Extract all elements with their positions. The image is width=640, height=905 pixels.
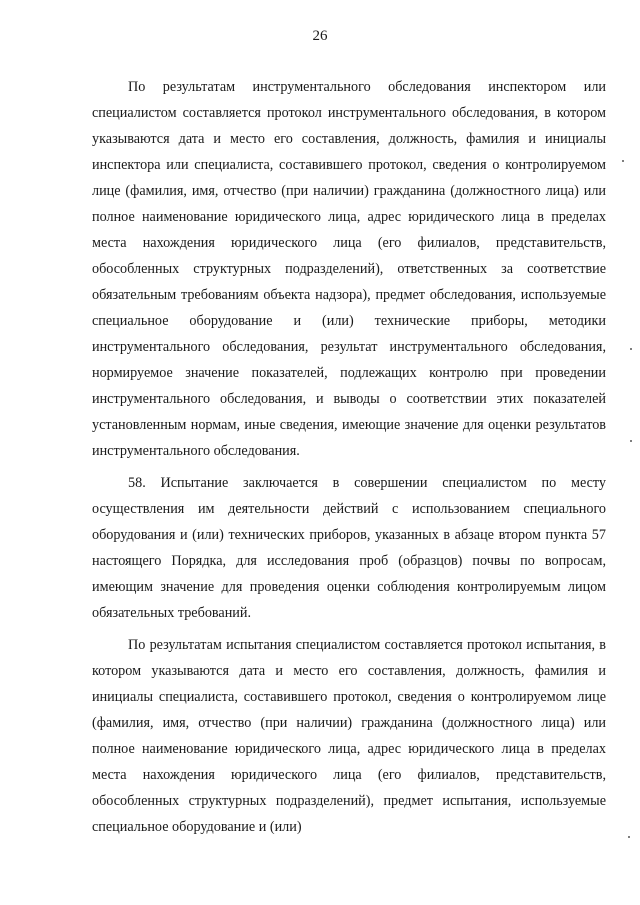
paragraph-58-testing: 58. Испытание заключается в совершении специалистом по месту осуществления им деятельности действий с использованием специального оборудования и (или) технических приборов, указанных в абзаце втором пункта 57 настоящего Порядка, для исследования проб (образцов) почвы по вопросам, имеющим значение для проведения оценки соблюдения контролируемым лицом обязательных требований.: [92, 475, 606, 621]
scan-speck: [630, 440, 632, 442]
scan-speck: [630, 348, 632, 350]
page-number: 26: [312, 28, 328, 44]
document-body: [92, 74, 606, 846]
paragraph-instrumental-survey-protocol: По результатам инструментального обследования инспектором или специалистом составляется протокол инструментального обследования, в котором указываются дата и место его составления, должность, фамилия и инициалы инспектора или специалиста, составившего протокол, сведения о контролируемом лице (фамилия, имя, отчество (при наличии) гражданина (должностного лица) или полное наименование юридического лица, адрес юридического лица в пределах места нахождения юридического лица (его филиалов, представительств, обособленных структурных подразделений), ответственных за соответствие обязательным требованиям объекта надзора), предмет обследования, используемые специальное оборудование и (или) технические приборы, методики инструментального обследования, результат инструментального обследования, нормируемое значение показателей, подлежащих контролю при проведении инструментального обследования, и выводы о соответствии этих показателей установленным нормам, иные сведения, имеющие значение для оценки результатов инструментального обследования.: [92, 79, 606, 459]
scan-speck: [628, 836, 630, 838]
scan-speck: [622, 160, 624, 162]
paragraph-testing-protocol: По результатам испытания специалистом составляется протокол испытания, в котором указываются дата и место его составления, должность, фамилия и инициалы специалиста, составившего протокол, сведения о контролируемом лице (фамилия, имя, отчество (при наличии) гражданина (должностного лица) или полное наименование юридического лица, адрес юридического лица в пределах места нахождения юридического лица (его филиалов, представительств, обособленных структурных подразделений), предмет испытания, используемые специальное оборудование и (или): [92, 637, 606, 835]
